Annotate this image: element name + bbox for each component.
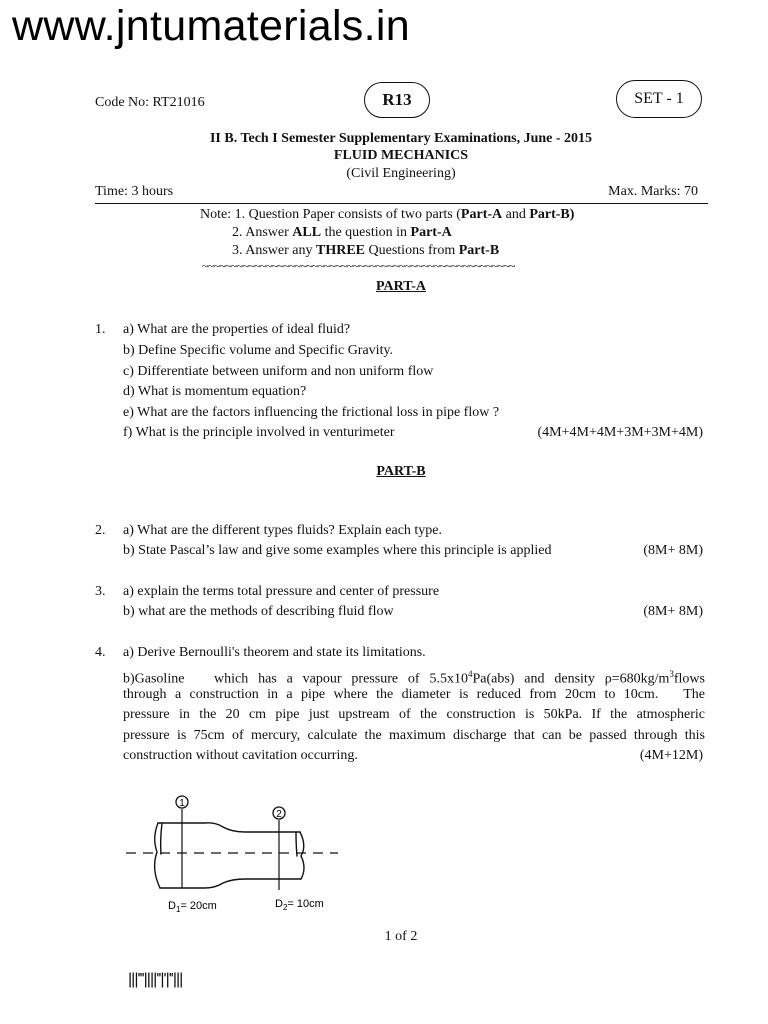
question-1e: e) What are the factors influencing the frictional loss in pipe flow ? (123, 405, 500, 420)
question-2a: a) What are the different types fluids? Explain each type. (123, 523, 443, 538)
question-1a: a) What are the properties of ideal fluid? (123, 322, 351, 337)
set-label: SET - 1 (634, 90, 684, 107)
question-4-marks: (4M+12M) (639, 748, 703, 763)
question-4b-line-4: pressure is 75cm of mercury, calculate the maximum discharge that can be passed through this (123, 728, 705, 743)
question-3-marks: (8M+ 8M) (643, 604, 703, 619)
question-1b: b) Define Specific volume and Specific Gravity. (123, 343, 394, 358)
exam-title: II B. Tech I Semester Supplementary Examinations, June - 2015 (209, 131, 593, 146)
section-1-number: 1 (179, 798, 185, 809)
question-4a: a) Derive Bernoulli's theorem and state its limitations. (123, 645, 426, 660)
question-4b-line-3: pressure in the 20 cm pipe just upstream of the construction is 50kPa. If the atmospheric (123, 707, 705, 722)
tilde-divider: ~~~~~~~~~~~~~~~~~~~~~~~~~~~~~~~~~~~~~~~~~~~~~~~~~~~~~~ (202, 259, 515, 273)
question-number: 3. (95, 584, 106, 599)
question-number: 1. (95, 322, 106, 337)
question-3a: a) explain the terms total pressure and center of pressure (123, 584, 440, 599)
page-number: 1 of 2 (384, 929, 418, 944)
note-line-3: 3. Answer any THREE Questions from Part-B (232, 243, 500, 258)
diameter-1-label: $D_1= 20cm$ (168, 900, 217, 914)
question-2-marks: (8M+ 8M) (643, 543, 703, 558)
diameter-2-label: $D_2= 10cm$ (275, 898, 324, 912)
note-line-1: Note: 1. Question Paper consists of two parts (Part-A and Part-B) (200, 207, 575, 222)
question-number: 4. (95, 645, 106, 660)
regulation-label: R13 (382, 90, 412, 109)
time-label: Time: 3 hours (95, 184, 174, 199)
pipe-outline (155, 823, 304, 888)
max-marks-label: Max. Marks: 70 (608, 184, 698, 199)
section-2-number: 2 (276, 809, 282, 820)
question-2b: b) State Pascal’s law and give some examples where this principle is applied (123, 543, 552, 558)
regulation-badge (364, 82, 430, 118)
code-number: Code No: RT21016 (95, 95, 205, 110)
set-badge (616, 80, 702, 118)
barcode: |||'''||||''|'|''||| (128, 971, 183, 988)
question-number: 2. (95, 523, 106, 538)
question-1c: c) Differentiate between uniform and non uniform flow (123, 364, 434, 379)
pipe-reduction-figure (120, 790, 350, 915)
question-3b: b) what are the methods of describing fluid flow (123, 604, 394, 619)
subject-title: FLUID MECHANICS (333, 148, 469, 163)
question-1f: f) What is the principle involved in venturimeter (123, 425, 395, 440)
question-1-marks: (4M+4M+4M+3M+3M+4M) (537, 425, 703, 440)
question-4b-line-5: construction without cavitation occurring. (123, 748, 358, 763)
question-1d: d) What is momentum equation? (123, 384, 307, 399)
site-watermark: www.jntumaterials.in (12, 2, 410, 50)
branch-label: (Civil Engineering) (346, 166, 456, 181)
part-a-heading: PART-A (375, 279, 427, 294)
part-b-heading: PART-B (376, 464, 426, 479)
note-line-2: 2. Answer ALL the question in Part-A (232, 225, 452, 240)
question-4b-line-1: b)Gasoline which has a vapour pressure of $5.5x10^4Pa(abs)$ and density $\rho=680kg/m^3flows$ (123, 669, 705, 687)
question-4b-line-2: through a construction in a pipe where the diameter is reduced from 20cm to 10cm. The (123, 687, 705, 702)
header-divider (95, 203, 708, 204)
